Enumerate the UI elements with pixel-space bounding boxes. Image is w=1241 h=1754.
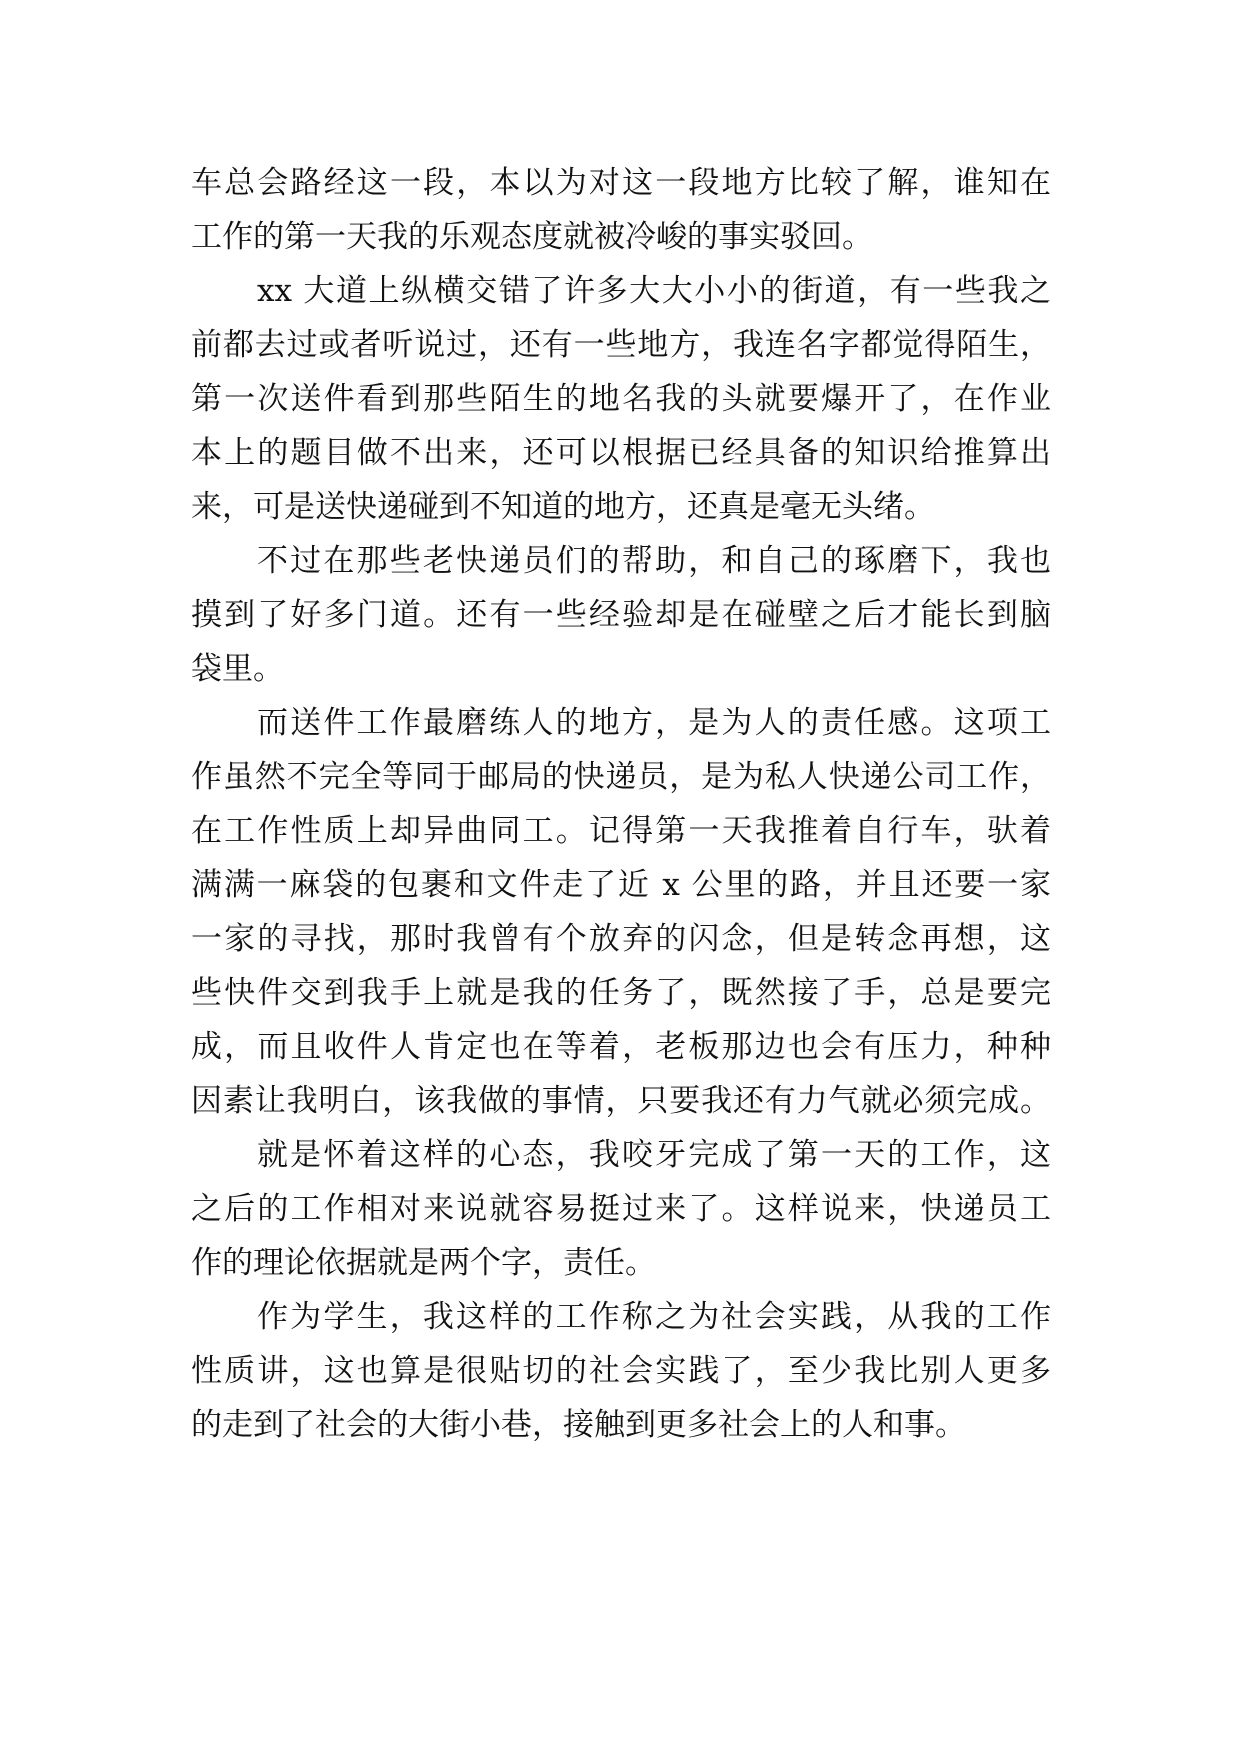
paragraph	[191, 696, 1051, 1128]
text-line: 成，而且收件人肯定也在等着，老板那边也会有压力，种种	[191, 1029, 1051, 1065]
text-line: 因素让我明白，该我做的事情，只要我还有力气就必须完成。	[191, 1083, 1051, 1119]
document-body	[191, 156, 1051, 1452]
text-line: 性质讲，这也算是很贴切的社会实践了，至少我比别人更多	[191, 1353, 1051, 1389]
text-line: 的走到了社会的大街小巷，接触到更多社会上的人和事。	[191, 1407, 966, 1443]
paragraph	[191, 1290, 1051, 1452]
text-line: 满满一麻袋的包裹和文件走了近 x 公里的路，并且还要一家	[191, 867, 1051, 903]
text-line: 而送件工作最磨练人的地方，是为人的责任感。这项工	[257, 705, 1051, 741]
text-line: 来，可是送快递碰到不知道的地方，还真是毫无头绪。	[191, 489, 935, 525]
text-line: 些快件交到我手上就是我的任务了，既然接了手，总是要完	[191, 975, 1051, 1011]
text-line: 车总会路经这一段，本以为对这一段地方比较了解，谁知在	[191, 165, 1051, 201]
text-line: 第一次送件看到那些陌生的地名我的头就要爆开了，在作业	[191, 381, 1051, 417]
text-line: 作为学生，我这样的工作称之为社会实践，从我的工作	[257, 1299, 1051, 1335]
text-line: 摸到了好多门道。还有一些经验却是在碰壁之后才能长到脑	[191, 597, 1051, 633]
text-line: 在工作性质上却异曲同工。记得第一天我推着自行车，驮着	[191, 813, 1051, 849]
text-line: 之后的工作相对来说就容易挺过来了。这样说来，快递员工	[191, 1191, 1051, 1227]
text-line: 就是怀着这样的心态，我咬牙完成了第一天的工作，这	[257, 1137, 1051, 1173]
text-line: xx 大道上纵横交错了许多大大小小的街道，有一些我之	[257, 273, 1051, 309]
text-line: 作的理论依据就是两个字，责任。	[191, 1245, 656, 1281]
text-line: 本上的题目做不出来，还可以根据已经具备的知识给推算出	[191, 435, 1051, 471]
text-line: 不过在那些老快递员们的帮助，和自己的琢磨下，我也	[257, 543, 1051, 579]
paragraph	[191, 534, 1051, 696]
text-line: 一家的寻找，那时我曾有个放弃的闪念，但是转念再想，这	[191, 921, 1051, 957]
text-line: 作虽然不完全等同于邮局的快递员，是为私人快递公司工作，	[191, 759, 1051, 795]
text-line: 工作的第一天我的乐观态度就被冷峻的事实驳回。	[191, 219, 873, 255]
paragraph	[191, 156, 1051, 264]
paragraph	[191, 264, 1051, 534]
text-line: 前都去过或者听说过，还有一些地方，我连名字都觉得陌生，	[191, 327, 1051, 363]
paragraph	[191, 1128, 1051, 1290]
text-line: 袋里。	[191, 651, 284, 687]
